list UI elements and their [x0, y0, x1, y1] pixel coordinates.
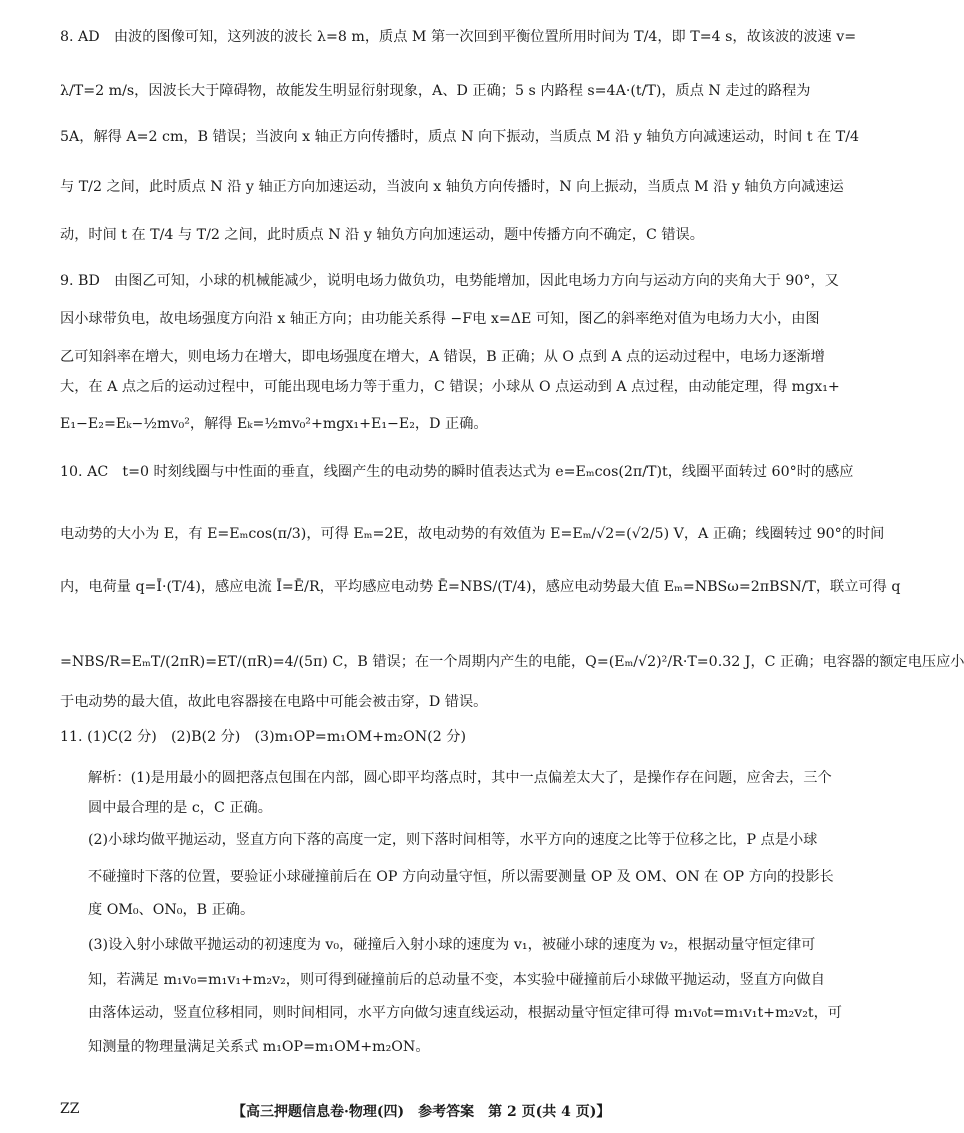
footer-code: ZZ — [60, 1101, 80, 1117]
page-footer — [60, 1099, 772, 1125]
q11-analysis-3-line-3: 由落体运动，竖直位移相同，则时间相同，水平方向做匀速直线运动，根据动量守恒定律可得 m₁v₀t=m₁v₁t+m₂v₂t，可 — [88, 1005, 842, 1021]
q11-analysis-1-line-1: 解析：(1)是用最小的圆把落点包围在内部，圆心即平均落点时，其中一点偏差太大了，是操作存在问题，应舍去，三个 — [88, 770, 832, 786]
q9-line-1: 9. BD 由图乙可知，小球的机械能减少，说明电场力做负功，电势能增加，因此电场力方向与运动方向的夹角大于 90°，又 — [60, 273, 839, 289]
q10-line-3: 内，电荷量 q=Ī·(T/4)，感应电流 Ī=Ē/R，平均感应电动势 Ē=NBS/(T/4)，感应电动势最大值 Eₘ=NBSω=2πBSN/T，联立可得 q — [60, 579, 901, 595]
q8-line-2: λ/T=2 m/s，因波长大于障碍物，故能发生明显衍射现象，A、D 正确；5 s 内路程 s=4A·(t/T)，质点 N 走过的路程为 — [60, 83, 811, 99]
q11-analysis-3-line-1: (3)设入射小球做平抛运动的初速度为 v₀，碰撞后入射小球的速度为 v₁，被碰小球的速度为 v₂，根据动量守恒定律可 — [88, 937, 816, 953]
q11-analysis-2-line-3: 度 OM₀、ON₀，B 正确。 — [88, 902, 255, 918]
q8-line-5: 动，时间 t 在 T/4 与 T/2 之间，此时质点 N 沿 y 轴负方向加速运动，题中传播方向不确定，C 错误。 — [60, 227, 704, 243]
q11-answer-line: 11. (1)C(2 分) (2)B(2 分) (3)m₁OP=m₁OM+m₂ON(2 分) — [60, 729, 466, 745]
q8-line-3: 5A，解得 A=2 cm，B 错误；当波向 x 轴正方向传播时，质点 N 向下振动，当质点 M 沿 y 轴负方向减速运动，时间 t 在 T/4 — [60, 129, 860, 145]
q11-analysis-2-line-1: (2)小球均做平抛运动，竖直方向下落的高度一定，则下落时间相等，水平方向的速度之比等于位移之比，P 点是小球 — [88, 832, 818, 848]
footer-page-info: 【高三押题信息卷·物理(四) 参考答案 第 2 页(共 4 页)】 — [232, 1104, 611, 1120]
q9-line-5: E₁−E₂=Eₖ−½mv₀²，解得 Eₖ=½mv₀²+mgx₁+E₁−E₂，D 正确。 — [60, 416, 488, 432]
q10-line-2: 电动势的大小为 E，有 E=Eₘcos(π/3)，可得 Eₘ=2E，故电动势的有效值为 E=Eₘ/√2=(√2/5) V，A 正确；线圈转过 90°的时间 — [60, 526, 885, 542]
q11-analysis-3-line-2: 知，若满足 m₁v₀=m₁v₁+m₂v₂，则可得到碰撞前后的总动量不变，本实验中碰撞前后小球做平抛运动，竖直方向做自 — [88, 972, 825, 988]
q10-line-4: =NBS/R=EₘT/(2πR)=ET/(πR)=4/(5π) C，B 错误；在一个周期内产生的电能，Q=(Eₘ/√2)²/R·T=0.32 J，C 正确；电容器的额定电压应小 — [60, 654, 964, 670]
q10-line-1: 10. AC t=0 时刻线圈与中性面的垂直，线圈产生的电动势的瞬时值表达式为 e=Eₘcos(2π/T)t，线圈平面转过 60°时的感应 — [60, 464, 854, 480]
q11-analysis-1-line-2: 圆中最合理的是 c，C 正确。 — [88, 800, 272, 816]
q9-line-2: 因小球带负电，故电场强度方向沿 x 轴正方向；由功能关系得 −F电 x=ΔE 可知，图乙的斜率绝对值为电场力大小，由图 — [60, 311, 820, 327]
q9-line-3: 乙可知斜率在增大，则电场力在增大，即电场强度在增大，A 错误，B 正确；从 O 点到 A 点的运动过程中，电场力逐渐增 — [60, 349, 825, 365]
q11-analysis-2-line-2: 不碰撞时下落的位置，要验证小球碰撞前后在 OP 方向动量守恒，所以需要测量 OP 及 OM、ON 在 OP 方向的投影长 — [88, 869, 834, 885]
q9-line-4: 大，在 A 点之后的运动过程中，可能出现电场力等于重力，C 错误；小球从 O 点运动到 A 点过程，由动能定理，得 mgx₁+ — [60, 379, 840, 395]
q8-line-4: 与 T/2 之间，此时质点 N 沿 y 轴正方向加速运动，当波向 x 轴负方向传播时，N 向上振动，当质点 M 沿 y 轴负方向减速运 — [60, 179, 844, 195]
q8-line-1: 8. AD 由波的图像可知，这列波的波长 λ=8 m，质点 M 第一次回到平衡位置所用时间为 T/4，即 T=4 s，故该波的波速 v= — [60, 29, 857, 45]
q10-line-5: 于电动势的最大值，故此电容器接在电路中可能会被击穿，D 错误。 — [60, 694, 488, 710]
q11-analysis-3-line-4: 知测量的物理量满足关系式 m₁OP=m₁OM+m₂ON。 — [88, 1039, 430, 1055]
